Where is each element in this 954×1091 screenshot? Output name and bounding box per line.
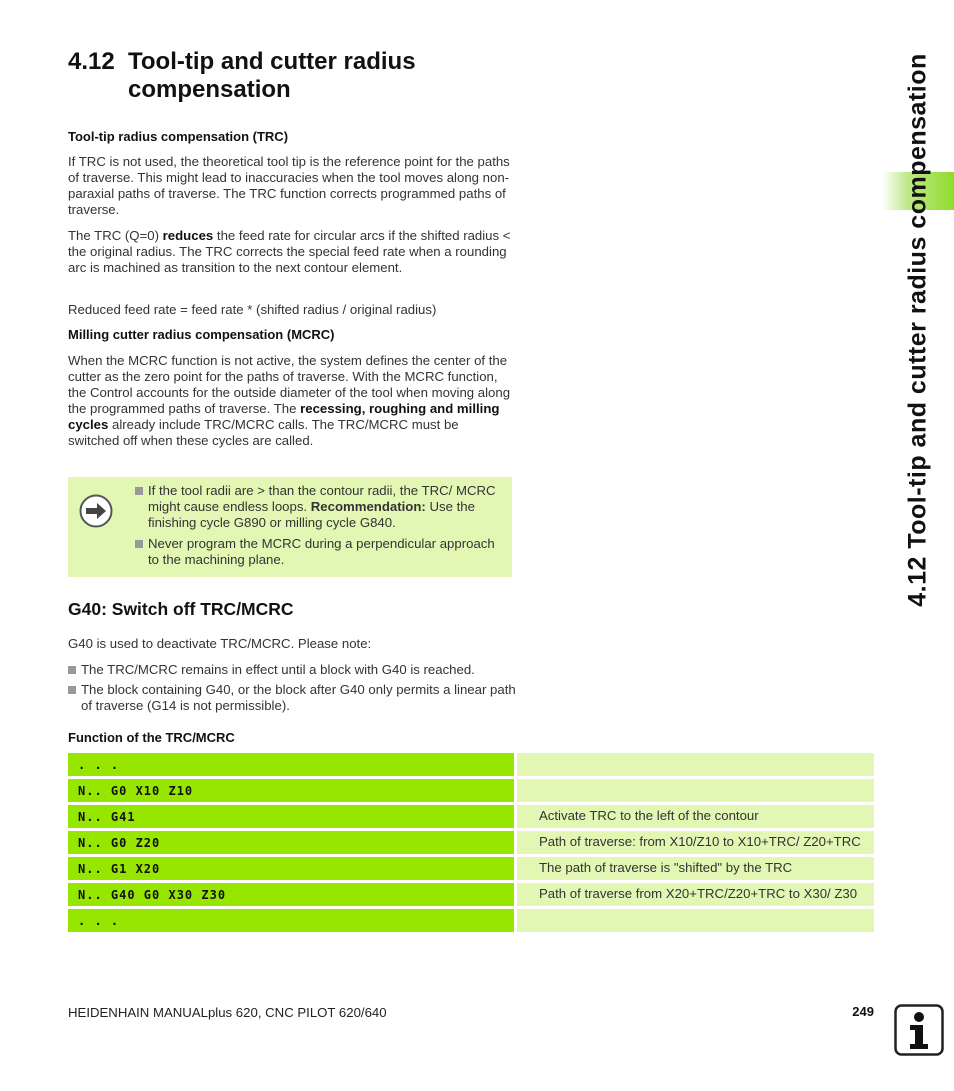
arrow-right-icon [79, 494, 113, 528]
list-item: The block containing G40, or the block after G40 only permits a linear path of traverse (G14 is not permissible). [68, 682, 518, 714]
function-heading: Function of the TRC/MCRC [68, 730, 235, 745]
side-running-title: 4.12 Tool-tip and cutter radius compensation [903, 53, 932, 607]
note-item: Never program the MCRC during a perpendicular approach to the machining plane. [135, 536, 505, 568]
desc-cell: Path of traverse: from X10/Z10 to X10+TRC/ Z20+TRC [517, 831, 874, 854]
g40-intro: G40 is used to deactivate TRC/MCRC. Please note: [68, 636, 372, 651]
code-cell: N.. G1 X20 [68, 857, 514, 880]
table-row [68, 779, 874, 802]
code-cell: . . . [68, 753, 514, 776]
code-cell: . . . [68, 909, 514, 932]
bullet-square-icon [135, 540, 143, 548]
code-cell: N.. G41 [68, 805, 514, 828]
table-row [68, 909, 874, 932]
code-cell: N.. G0 X10 Z10 [68, 779, 514, 802]
desc-cell: The path of traverse is "shifted" by the TRC [517, 857, 874, 880]
table-row [68, 831, 874, 854]
trc-heading: Tool-tip radius compensation (TRC) [68, 129, 289, 144]
desc-cell [517, 753, 874, 776]
table-row [68, 805, 874, 828]
note-item: If the tool radii are > than the contour radii, the TRC/ MCRC might cause endless loops. Recommendation: Use the finishing cycle G890 or milling cycle G840. [135, 483, 505, 531]
mcrc-paragraph: When the MCRC function is not active, the system defines the center of the cutter as the zero point for the paths of traverse. With the MCRC function, the Control accounts for the outside diameter of the tool when moving along the programmed paths of traverse. The recessing, roughing and milling cycles already include TRC/MCRC calls. The TRC/MCRC must be switched off when these cycles are called. [68, 353, 511, 448]
g40-heading: G40: Switch off TRC/MCRC [68, 599, 294, 619]
section-title: Tool-tip and cutter radius compensation [128, 48, 416, 103]
trc-paragraph-1: If TRC is not used, the theoretical tool tip is the reference point for the paths of traverse. This might lead to inaccuracies when the tool moves along non-paraxial paths of traverse. The TRC function corrects programmed paths of traverse. [68, 154, 510, 217]
page-title [68, 48, 508, 104]
trc-paragraph-2: The TRC (Q=0) reduces the feed rate for circular arcs if the shifted radius < the original radius. The TRC corrects the special feed rate when a rounding arc is machined as transition to the next contour element. [68, 228, 511, 275]
trc-formula: Reduced feed rate = feed rate * (shifted radius / original radius) [68, 302, 437, 317]
list-item: The TRC/MCRC remains in effect until a block with G40 is reached. [68, 662, 518, 678]
desc-cell: Activate TRC to the left of the contour [517, 805, 874, 828]
desc-cell [517, 779, 874, 802]
code-cell: N.. G0 Z20 [68, 831, 514, 854]
table-row [68, 753, 874, 776]
mcrc-heading: Milling cutter radius compensation (MCRC) [68, 327, 335, 342]
section-number: 4.12 [68, 48, 115, 75]
info-icon [894, 1004, 944, 1056]
table-row [68, 883, 874, 906]
note-list [135, 483, 505, 573]
table-row [68, 857, 874, 880]
note-box [68, 477, 512, 577]
desc-cell: Path of traverse from X20+TRC/Z20+TRC to X30/ Z30 [517, 883, 874, 906]
code-cell: N.. G40 G0 X30 Z30 [68, 883, 514, 906]
page-number: 249 [852, 1004, 874, 1019]
g40-bullet-list [68, 662, 518, 714]
bullet-square-icon [68, 666, 76, 674]
bullet-square-icon [68, 686, 76, 694]
bullet-square-icon [135, 487, 143, 495]
desc-cell [517, 909, 874, 932]
footer-text: HEIDENHAIN MANUALplus 620, CNC PILOT 620/640 [68, 1005, 387, 1020]
function-table [68, 750, 874, 935]
